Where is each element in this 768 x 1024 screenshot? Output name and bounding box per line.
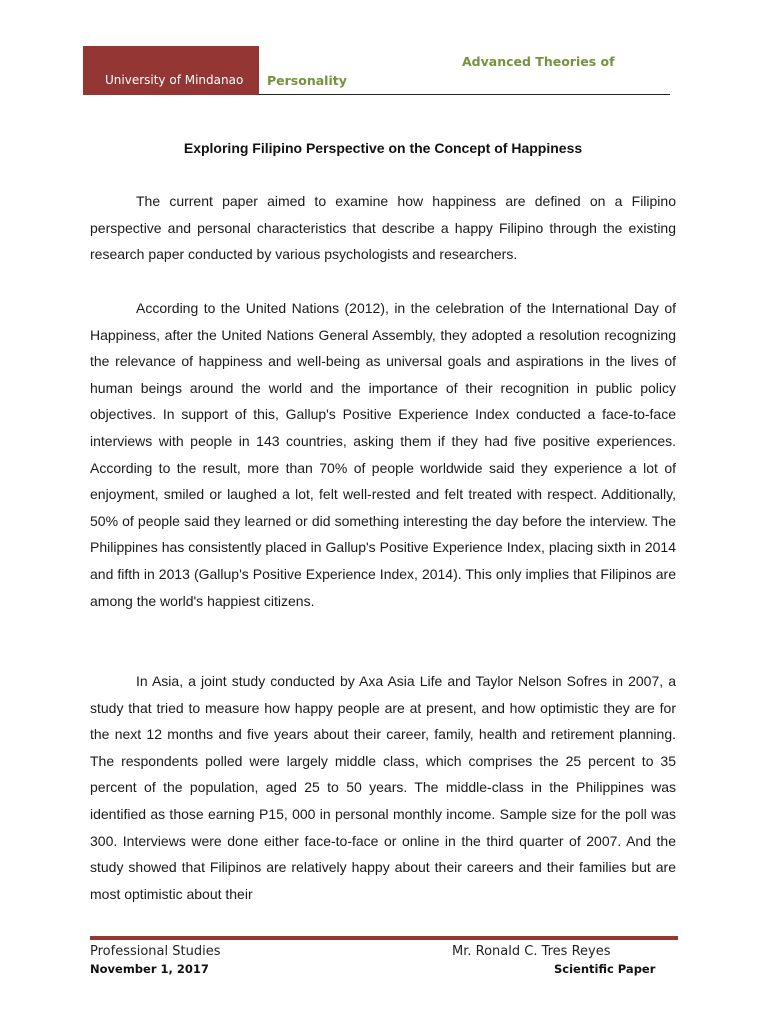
footer-document-type: Scientific Paper	[554, 962, 656, 976]
footer-date: November 1, 2017	[90, 962, 209, 976]
paragraph-united-nations: According to the United Nations (2012), in the celebration of the International Day of Happiness, after the United Nations General Assembly, they adopted a resolution recognizing the relevance of happiness and well-being as universal goals and aspirations in the lives of human beings around the world and the importance of their recognition in public policy objectives. In support of this, Gallup's Positive Experience Index conducted a face-to-face interviews with people in 143 countries, asking them if they had five positive experiences. According to the result, more than 70% of people worldwide said they experience a lot of enjoyment, smiled or laughed a lot, felt well-rested and felt treated with respect. Additionally, 50% of people said they learned or did something interesting the day before the interview. The Philippines has consistently placed in Gallup's Positive Experience Index, placing sixth in 2014 and fifth in 2013 (Gallup's Positive Experience Index, 2014). This only implies that Filipinos are among the world's happiest citizens.	[90, 300, 676, 609]
footer-department: Professional Studies	[90, 944, 221, 959]
paragraph-asia-study: In Asia, a joint study conducted by Axa Asia Life and Taylor Nelson Sofres in 2007, a study that tried to measure how happy people are at present, and how optimistic they are for the next 12 months and five years about their career, family, health and retirement planning. The respondents polled were largely middle class, which comprises the 25 percent to 35 percent of the population, aged 25 to 50 years. The middle-class in the Philippines was identified as those earning P15, 000 in personal monthly income. Sample size for the poll was 300. Interviews were done either face-to-face or online in the third quarter of 2007. And the study showed that Filipinos are relatively happy about their careers and their families but are most optimistic about their	[90, 673, 676, 902]
footer-author: Mr. Ronald C. Tres Reyes	[452, 944, 611, 959]
course-title-line2: Personality	[267, 73, 347, 88]
header-divider	[259, 94, 670, 95]
paragraph-intro: The current paper aimed to examine how happiness are defined on a Filipino perspective and personal characteristics that describe a happy Filipino through the existing research paper conducted by various psychologists and researchers.	[90, 193, 676, 263]
university-name: University of Mindanao	[105, 73, 244, 87]
footer-divider	[90, 936, 678, 940]
document-title: Exploring Filipino Perspective on the Concept of Happiness	[183, 140, 583, 156]
header-banner	[83, 46, 259, 95]
course-title-line1: Advanced Theories of	[462, 54, 615, 69]
